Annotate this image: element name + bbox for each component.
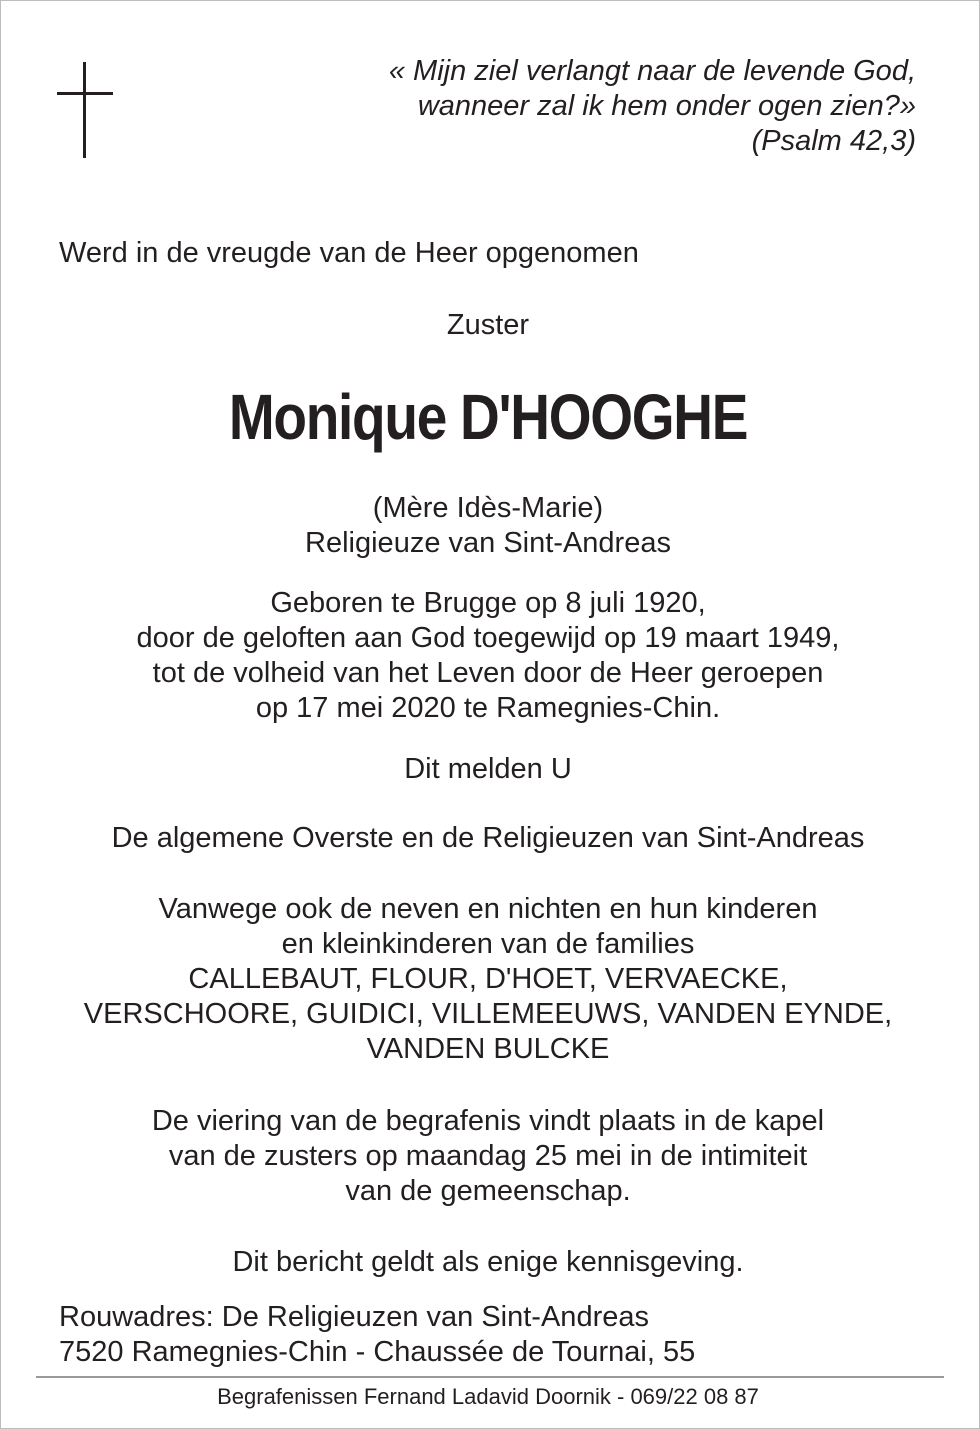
deceased-name: Monique D'HOOGHE: [228, 381, 748, 453]
address-line: 7520 Ramegnies-Chin - Chaussée de Tournai, 55: [59, 1336, 696, 1368]
intro-text: Werd in de vreugde van de Heer opgenomen: [59, 237, 639, 269]
life-line: op 17 mei 2020 te Ramegnies-Chin.: [255, 692, 721, 724]
families-line: VANDEN BULCKE: [366, 1033, 610, 1065]
ceremony-line: De viering van de begrafenis vindt plaats in de kapel: [151, 1105, 825, 1137]
quote-line: « Mijn ziel verlangt naar de levende God,: [388, 55, 916, 87]
religious-name: (Mère Idès-Marie): [372, 492, 604, 524]
psalm-quote: [389, 54, 916, 159]
life-line: Geboren te Brugge op 8 juli 1920,: [270, 587, 706, 619]
religious-info: [0, 491, 976, 561]
quote-line: wanneer zal ik hem onder ogen zien?»: [417, 90, 916, 122]
announcers: De algemene Overste en de Religieuzen van Sint-Andreas: [111, 822, 865, 854]
notice-text: Dit bericht geldt als enige kennisgeving.: [232, 1246, 744, 1278]
quote-reference: (Psalm 42,3): [751, 125, 916, 157]
cross-icon: [57, 62, 113, 158]
families-line: CALLEBAUT, FLOUR, D'HOET, VERVAECKE,: [188, 963, 788, 995]
ceremony-line: van de zusters op maandag 25 mei in de intimiteit: [168, 1140, 808, 1172]
divider: [36, 1376, 944, 1378]
announce-text: Dit melden U: [404, 753, 572, 785]
congregation: Religieuze van Sint-Andreas: [305, 527, 671, 559]
families-line: en kleinkinderen van de families: [281, 928, 695, 960]
life-line: door de geloften aan God toegewijd op 19 maart 1949,: [136, 622, 840, 654]
funeral-home: Begrafenissen Fernand Ladavid Doornik - 069/22 08 87: [217, 1384, 759, 1409]
address-line: Rouwadres: De Religieuzen van Sint-Andreas: [59, 1301, 649, 1333]
families-line: Vanwege ook de neven en nichten en hun kinderen: [158, 893, 818, 925]
ceremony-line: van de gemeenschap.: [345, 1175, 631, 1207]
life-line: tot de volheid van het Leven door de Heer geroepen: [152, 657, 824, 689]
life-dates: [0, 586, 976, 726]
families-block: [0, 892, 976, 1067]
ceremony-block: [0, 1104, 976, 1209]
families-line: VERSCHOORE, GUIDICI, VILLEMEEUWS, VANDEN EYNDE,: [83, 998, 893, 1030]
title-prefix: Zuster: [446, 309, 530, 341]
